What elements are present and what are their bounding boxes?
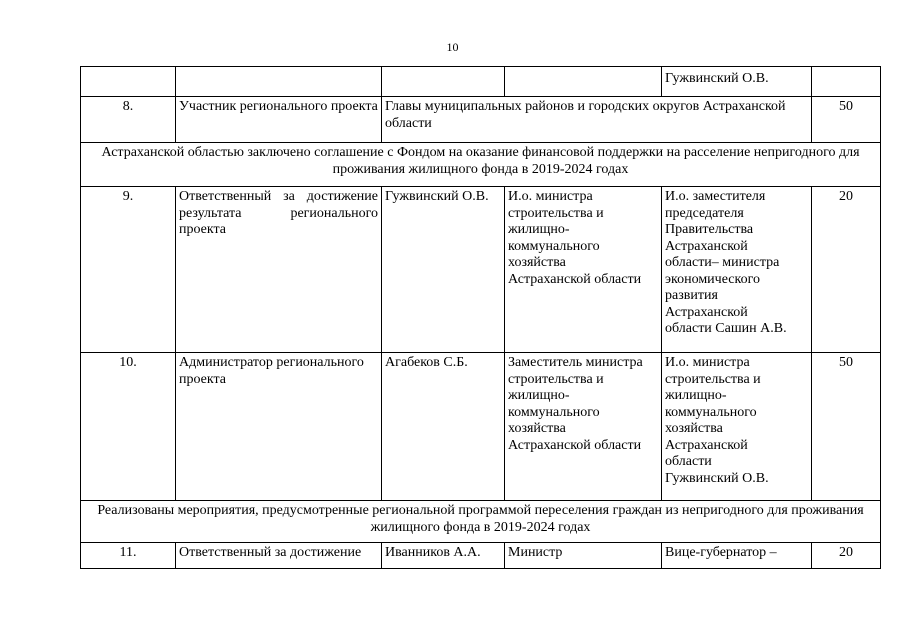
table-row <box>81 67 881 97</box>
section-heading: Астраханской областью заключено соглашение с Фондом на оказание финансовой поддержки на расселение непригодного для проживания жилищного фонда в 2019-2024 годах <box>81 143 881 187</box>
supervisor-cell <box>662 543 812 569</box>
supervisor-line: экономического <box>665 271 760 287</box>
person-cell: Агабеков С.Б. <box>382 353 505 501</box>
row-number: 9. <box>81 187 176 353</box>
supervisor-line: Гужвинский О.В. <box>665 470 769 486</box>
supervisor-line: И.о. министра <box>665 355 750 370</box>
supervisor-line: Правительства <box>665 222 754 237</box>
responsibility-table <box>80 66 881 569</box>
table-row <box>81 353 881 501</box>
supervisor-line: Астраханской <box>665 238 748 254</box>
position-line: коммунального <box>508 404 600 420</box>
position-line: хозяйства <box>508 255 566 270</box>
role-cell: Участник регионального проекта <box>176 97 382 143</box>
position-line: Астраханской области <box>508 271 642 287</box>
row-number <box>81 67 176 97</box>
position-line: жилищно- <box>508 222 570 237</box>
participants-cell: Главы муниципальных районов и городских округов Астраханской области <box>382 97 812 143</box>
percent-cell: 20 <box>812 187 881 353</box>
supervisor-line: строительства и <box>665 371 761 387</box>
table-row <box>81 543 881 569</box>
percent-cell: 50 <box>812 97 881 143</box>
position-line: коммунального <box>508 238 600 254</box>
person-cell <box>382 67 505 97</box>
position-line: хозяйства <box>508 421 566 436</box>
role-cell: Ответственный за достижение результата регионального проекта <box>176 187 382 353</box>
row-number: 8. <box>81 97 176 143</box>
position-line: И.о. министра <box>508 189 593 204</box>
percent-cell <box>812 67 881 97</box>
position-line: жилищно- <box>508 388 570 403</box>
section-heading: Реализованы мероприятия, предусмотренные региональной программой переселения граждан из непригодного для проживания жилищного фонда в 2019-2024 годах <box>81 501 881 543</box>
percent-cell: 20 <box>812 543 881 569</box>
position-cell <box>505 67 662 97</box>
table-row <box>81 97 881 143</box>
role-cell: Администратор регионального проекта <box>176 353 382 501</box>
row-number: 10. <box>81 353 176 501</box>
position-cell <box>505 187 662 353</box>
position-cell <box>505 543 662 569</box>
position-line: строительства и <box>508 371 604 387</box>
person-cell: Иванников А.А. <box>382 543 505 569</box>
supervisor-line: Вице-губернатор – <box>665 545 777 560</box>
supervisor-line: Гужвинский О.В. <box>665 71 769 86</box>
position-line: строительства и <box>508 205 604 221</box>
supervisor-line: Астраханской <box>665 437 748 453</box>
supervisor-line: жилищно- <box>665 388 727 403</box>
supervisor-line: области– министра <box>665 255 780 270</box>
table-row <box>81 187 881 353</box>
supervisor-line: Астраханской <box>665 304 748 320</box>
position-line: Заместитель министра <box>508 355 643 370</box>
position-cell <box>505 353 662 501</box>
supervisor-line: председателя <box>665 205 744 221</box>
supervisor-line: коммунального <box>665 404 757 420</box>
role-cell <box>176 67 382 97</box>
supervisor-line: И.о. заместителя <box>665 189 766 204</box>
page-number: 10 <box>446 40 459 54</box>
section-row <box>81 501 881 543</box>
supervisor-line: хозяйства <box>665 421 723 436</box>
percent-cell: 50 <box>812 353 881 501</box>
role-cell: Ответственный за достижение <box>176 543 382 569</box>
supervisor-line: развития <box>665 288 718 303</box>
supervisor-cell <box>662 187 812 353</box>
position-line: Министр <box>508 545 563 560</box>
section-row <box>81 143 881 187</box>
supervisor-line: области Сашин А.В. <box>665 321 787 336</box>
row-number: 11. <box>81 543 176 569</box>
position-line: Астраханской области <box>508 437 642 453</box>
person-cell: Гужвинский О.В. <box>382 187 505 353</box>
supervisor-line: области <box>665 454 712 469</box>
supervisor-cell <box>662 353 812 501</box>
supervisor-cell <box>662 67 812 97</box>
